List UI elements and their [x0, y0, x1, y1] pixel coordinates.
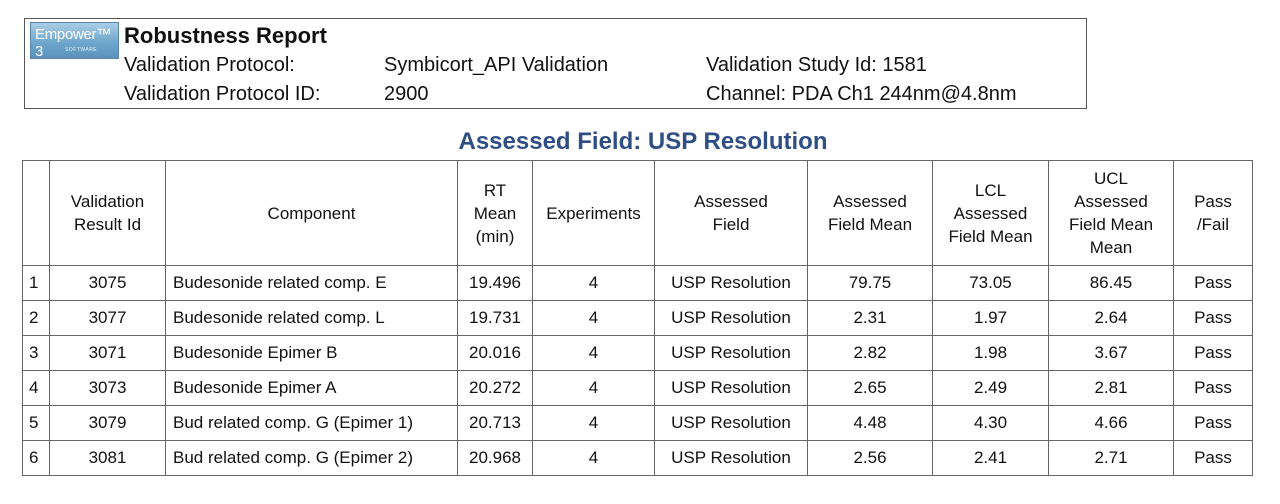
cell-component: Bud related comp. G (Epimer 1) [166, 406, 458, 441]
column-header-assessed-field-mean: Assessed Field Mean [808, 161, 933, 266]
cell-validation-result-id: 3081 [50, 441, 166, 476]
cell-assessed-field: USP Resolution [655, 301, 808, 336]
cell-ucl: 2.64 [1049, 301, 1174, 336]
cell-experiments: 4 [533, 371, 655, 406]
cell-row-number: 4 [23, 371, 50, 406]
logo-subtext: SOFTWARE [65, 47, 98, 53]
cell-rt-mean: 19.731 [458, 301, 533, 336]
cell-ucl: 86.45 [1049, 266, 1174, 301]
cell-row-number: 6 [23, 441, 50, 476]
cell-pass-fail: Pass [1174, 406, 1253, 441]
protocol-id-label: Validation Protocol ID: [124, 83, 321, 105]
column-header-lcl: LCL Assessed Field Mean [933, 161, 1049, 266]
cell-experiments: 4 [533, 301, 655, 336]
column-header-row-number [23, 161, 50, 266]
cell-assessed-field-mean: 4.48 [808, 406, 933, 441]
column-header-validation-result-id: Validation Result Id [50, 161, 166, 266]
cell-experiments: 4 [533, 266, 655, 301]
column-header-experiments: Experiments [533, 161, 655, 266]
cell-ucl: 3.67 [1049, 336, 1174, 371]
cell-rt-mean: 20.272 [458, 371, 533, 406]
table-row [23, 266, 1253, 301]
cell-pass-fail: Pass [1174, 266, 1253, 301]
cell-lcl: 1.98 [933, 336, 1049, 371]
cell-experiments: 4 [533, 336, 655, 371]
cell-component: Budesonide related comp. E [166, 266, 458, 301]
column-header-assessed-field: Assessed Field [655, 161, 808, 266]
cell-row-number: 3 [23, 336, 50, 371]
report-header [24, 18, 1087, 109]
cell-row-number: 1 [23, 266, 50, 301]
column-header-rt-mean: RT Mean (min) [458, 161, 533, 266]
cell-assessed-field-mean: 2.82 [808, 336, 933, 371]
table-row [23, 441, 1253, 476]
cell-lcl: 73.05 [933, 266, 1049, 301]
cell-pass-fail: Pass [1174, 336, 1253, 371]
cell-row-number: 2 [23, 301, 50, 336]
cell-assessed-field: USP Resolution [655, 266, 808, 301]
cell-validation-result-id: 3073 [50, 371, 166, 406]
cell-assessed-field: USP Resolution [655, 336, 808, 371]
empower-logo [30, 22, 119, 59]
table-header-row [23, 161, 1253, 266]
column-header-ucl: UCL Assessed Field Mean Mean [1049, 161, 1174, 266]
cell-rt-mean: 20.713 [458, 406, 533, 441]
protocol-label: Validation Protocol: [124, 54, 295, 76]
table-row [23, 336, 1253, 371]
protocol-id-value: 2900 [384, 83, 429, 105]
table-title: Assessed Field: USP Resolution [458, 128, 828, 155]
table-row [23, 371, 1253, 406]
channel: Channel: PDA Ch1 244nm@4.8nm [706, 83, 1017, 105]
cell-assessed-field: USP Resolution [655, 371, 808, 406]
cell-assessed-field-mean: 2.65 [808, 371, 933, 406]
cell-validation-result-id: 3075 [50, 266, 166, 301]
column-header-pass-fail: Pass /Fail [1174, 161, 1253, 266]
cell-pass-fail: Pass [1174, 441, 1253, 476]
cell-ucl: 4.66 [1049, 406, 1174, 441]
cell-component: Budesonide Epimer B [166, 336, 458, 371]
cell-ucl: 2.71 [1049, 441, 1174, 476]
cell-assessed-field: USP Resolution [655, 406, 808, 441]
cell-assessed-field: USP Resolution [655, 441, 808, 476]
cell-lcl: 4.30 [933, 406, 1049, 441]
cell-validation-result-id: 3071 [50, 336, 166, 371]
cell-assessed-field-mean: 2.31 [808, 301, 933, 336]
protocol-value: Symbicort_API Validation [384, 54, 609, 76]
table-body [23, 266, 1253, 476]
study-id: Validation Study Id: 1581 [706, 54, 927, 76]
cell-validation-result-id: 3079 [50, 406, 166, 441]
cell-assessed-field-mean: 2.56 [808, 441, 933, 476]
cell-row-number: 5 [23, 406, 50, 441]
cell-lcl: 2.49 [933, 371, 1049, 406]
results-table [22, 160, 1253, 476]
cell-rt-mean: 20.968 [458, 441, 533, 476]
logo-text: Empower™ 3 [35, 26, 111, 59]
cell-component: Budesonide related comp. L [166, 301, 458, 336]
cell-lcl: 2.41 [933, 441, 1049, 476]
report-title: Robustness Report [124, 23, 327, 48]
cell-lcl: 1.97 [933, 301, 1049, 336]
cell-component: Bud related comp. G (Epimer 2) [166, 441, 458, 476]
cell-rt-mean: 20.016 [458, 336, 533, 371]
cell-experiments: 4 [533, 406, 655, 441]
column-header-component: Component [166, 161, 458, 266]
cell-component: Budesonide Epimer A [166, 371, 458, 406]
table-row [23, 301, 1253, 336]
table-row [23, 406, 1253, 441]
cell-rt-mean: 19.496 [458, 266, 533, 301]
cell-validation-result-id: 3077 [50, 301, 166, 336]
cell-ucl: 2.81 [1049, 371, 1174, 406]
cell-pass-fail: Pass [1174, 371, 1253, 406]
cell-pass-fail: Pass [1174, 301, 1253, 336]
cell-experiments: 4 [533, 441, 655, 476]
cell-assessed-field-mean: 79.75 [808, 266, 933, 301]
